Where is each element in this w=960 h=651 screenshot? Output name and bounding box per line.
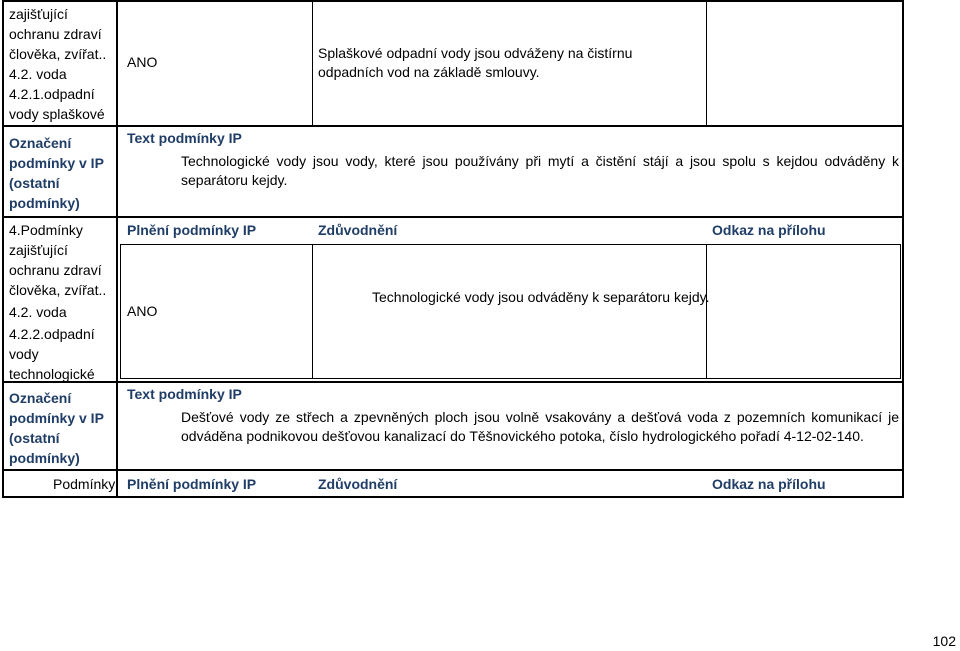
row1-condition-label: zajišťující ochranu zdraví člověka, zvířat.. 4.2. voda 4.2.1.odpadní vody splaškové (9, 6, 107, 122)
row3-col-justification: Zdůvodnění (318, 222, 398, 238)
row3-justification: Technologické vody jsou odváděny k separátoru kejdy. (372, 289, 710, 305)
row4-condition-label: Označení podmínky v IP (ostatní podmínky) (9, 390, 104, 466)
row2-condition-text: Technologické vody jsou vody, které jsou používány při mytí a čistění stájí a jsou spolu s kejdou odváděny k separátoru kejdy. (181, 153, 899, 188)
row4-condition-text: Dešťové vody ze střech a zpevněných ploch jsou volně vsakovány a dešťová voda z pozemních komunikací je odváděna podnikovou dešťovou kanalizací do Těšnovického potoka, číslo hydrologického pořadí 4-12-02-140. (181, 409, 899, 444)
row3-col-fulfilment: Plnění podmínky IP (127, 222, 257, 238)
row5-col-fulfilment: Plnění podmínky IP (127, 476, 257, 492)
row3-fulfilment: ANO (127, 303, 158, 319)
row2-text-header: Text podmínky IP (127, 130, 242, 146)
row2-condition-label: Označení podmínky v IP (ostatní podmínky) (9, 135, 104, 211)
row3-col-attachment: Odkaz na přílohu (712, 222, 826, 238)
row5-col-justification: Zdůvodnění (318, 476, 398, 492)
row4-text-header: Text podmínky IP (127, 386, 242, 402)
row1-justification: Splaškové odpadní vody jsou odváženy na čistírnu odpadních vod na základě smlouvy. (318, 45, 633, 80)
row1-fulfilment: ANO (127, 54, 158, 70)
row5-condition-label: Podmínky (53, 476, 116, 492)
row5-col-attachment: Odkaz na přílohu (712, 476, 826, 492)
row3-condition-label: 4.Podmínky zajišťující ochranu zdraví člověka, zvířat.. 4.2. voda 4.2.2.odpadní vody technologické (9, 222, 107, 382)
page-number: 102 (932, 633, 956, 649)
